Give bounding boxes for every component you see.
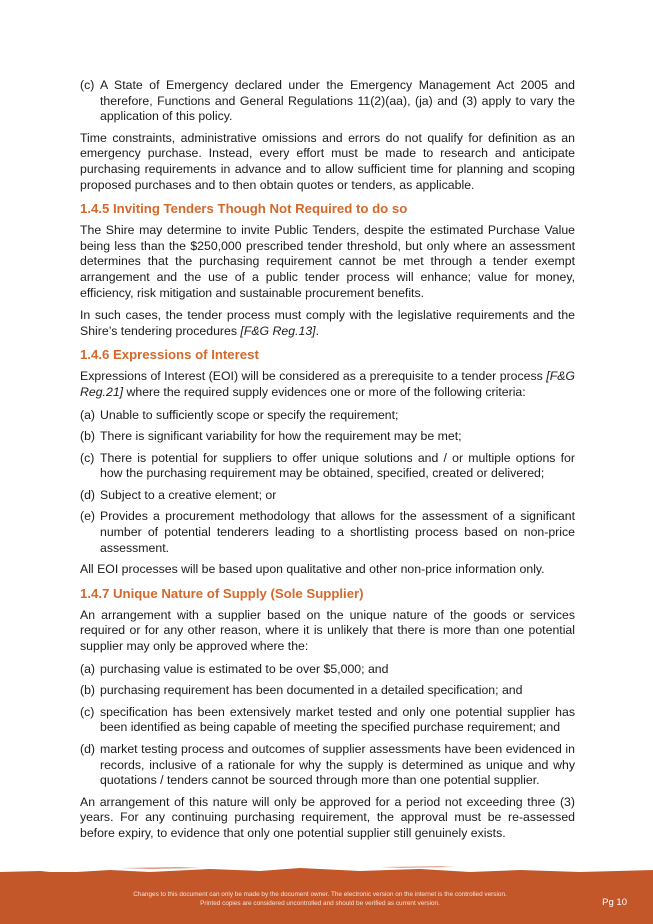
- list-label: (c): [80, 450, 95, 465]
- list-text: specification has been extensively market tested and only one potential supplier has been identified as being capable of meeting the specified purchase requirement; and: [100, 704, 575, 735]
- list-item: [80, 742, 575, 789]
- list-text: Subject to a creative element; or: [100, 487, 277, 502]
- document-body: [80, 78, 575, 849]
- paragraph-time-constraints: Time constraints, administrative omissions and errors do not qualify for definition as an emergency purchase. Instead, every effort must be made to research and anticipate purchasing requirements in advance and to allow sufficient time for planning and scoping proposed purchases and to then obtain quotes or tenders, as applicable.: [80, 130, 575, 192]
- paragraph-sole-supplier-closing: An arrangement of this nature will only be approved for a period not exceeding three (3) years. For any continuing purchasing requirement, the approval must be re-assessed before expiry, to evidence that only one potential supplier still genuinely exists.: [80, 794, 575, 840]
- list-label: (d): [80, 487, 96, 502]
- list-text: purchasing requirement has been documented in a detailed specification; and: [100, 683, 523, 698]
- paragraph-end: .: [315, 323, 320, 338]
- list-text: There is significant variability for how the requirement may be met;: [100, 429, 462, 444]
- footer-line-1: Changes to this document can only be made by the document owner. The electronic version on the internet is the controlled version.: [133, 891, 507, 898]
- list-item: [80, 662, 575, 678]
- list-text: A State of Emergency declared under the Emergency Management Act 2005 and therefore, Functions and General Regulations 11(2)(aa), (ja) and (3) apply to vary the application of this policy.: [100, 78, 575, 124]
- list-item: [80, 705, 575, 736]
- paragraph-eoi-closing: All EOI processes will be based upon qualitative and other non-price information only.: [80, 562, 545, 577]
- list-item: [80, 488, 575, 504]
- list-item: [80, 78, 575, 125]
- list-text: purchasing value is estimated to be over $5,000; and: [100, 661, 389, 676]
- list-text: There is potential for suppliers to offer unique solutions and / or multiple options for how the purchasing requirement may be obtained, specified, created or delivered;: [100, 450, 575, 481]
- list-label: (e): [80, 509, 96, 524]
- list-label: (d): [80, 742, 96, 756]
- regulation-reference: [F&G Reg.13]: [240, 323, 316, 338]
- paragraph-text: In such cases, the tender process must comply with the legislative requirements and the Shire’s tendering procedures: [80, 308, 575, 338]
- list-label: (c): [80, 78, 95, 92]
- paragraph-tender-process: [80, 308, 575, 339]
- footer-disclaimer: [60, 890, 580, 908]
- list-label: (b): [80, 429, 96, 444]
- section-heading-1-4-5: 1.4.5 Inviting Tenders Though Not Required to do so: [80, 201, 408, 217]
- list-item: [80, 429, 575, 445]
- paragraph-end: where the required supply evidences one or more of the following criteria:: [123, 384, 526, 399]
- paragraph-inviting-tenders: The Shire may determine to invite Public Tenders, despite the estimated Purchase Value being less than the $250,000 prescribed tender threshold, but only where an assessment determines that the purchasing requirement cannot be met through a tender exempt arrangement and the use of a public tender process will enhance; value for money, efficiency, risk mitigation and sustainable procurement benefits.: [80, 223, 575, 300]
- section-heading-1-4-6: 1.4.6 Expressions of Interest: [80, 347, 259, 363]
- list-item: [80, 451, 575, 482]
- list-text: market testing process and outcomes of supplier assessments have been evidenced in records, inclusive of a rationale for why the supply is determined as unique and why quotations / tenders cannot be sourced through more than one potential supplier.: [100, 742, 575, 788]
- list-label: (b): [80, 683, 96, 698]
- list-item: [80, 509, 575, 556]
- list-label: (a): [80, 661, 96, 676]
- list-text: Provides a procurement methodology that allows for the assessment of a significant number of potential tenderers leading to a shortlisting process based on non-price assessment.: [100, 509, 575, 555]
- list-item: [80, 683, 575, 699]
- list-text: Unable to sufficiently scope or specify the requirement;: [100, 407, 399, 422]
- footer-line-2: Printed copies are considered uncontrolled and should be verified as current version.: [200, 900, 440, 907]
- list-label: (c): [80, 704, 95, 719]
- paragraph-sole-supplier-intro: An arrangement with a supplier based on the unique nature of the goods or services required or for any other reason, where it is unlikely that there is more than one potential supplier may only be approved where the:: [80, 607, 575, 654]
- list-item: [80, 408, 575, 424]
- paragraph-eoi-intro: [80, 369, 575, 400]
- regulation-reference: [F&G Reg.21]: [80, 369, 575, 399]
- page-number: Pg 10: [602, 897, 627, 908]
- section-heading-1-4-7: 1.4.7 Unique Nature of Supply (Sole Supplier): [80, 585, 364, 601]
- paragraph-text: Expressions of Interest (EOI) will be considered as a prerequisite to a tender process: [80, 369, 547, 384]
- list-label: (a): [80, 407, 96, 422]
